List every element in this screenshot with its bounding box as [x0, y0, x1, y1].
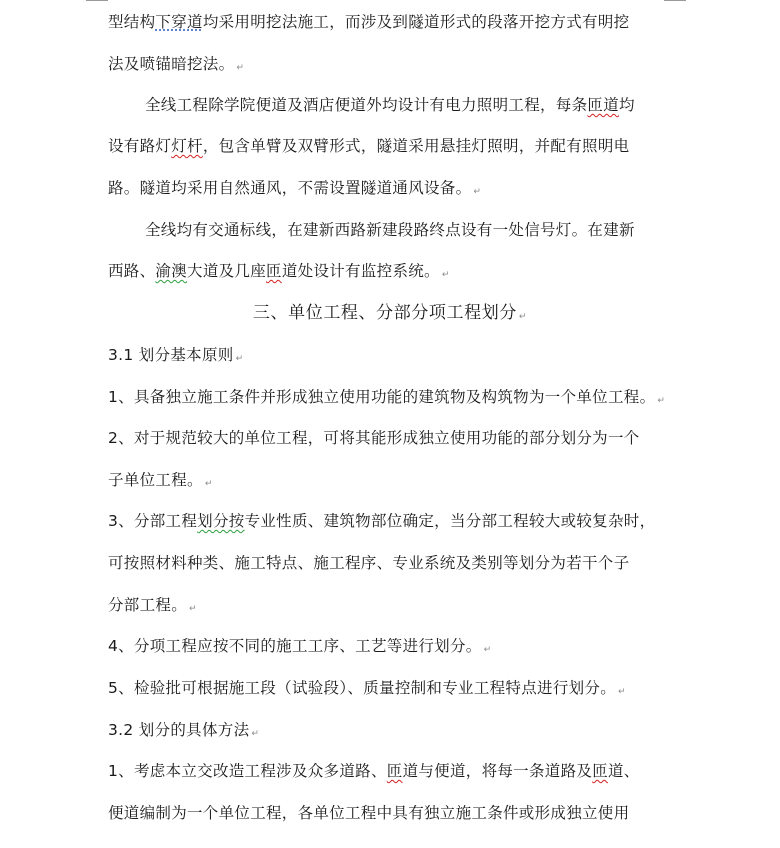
- subsection-heading: 3.1 划分基本原则 ↵: [108, 346, 244, 364]
- spellcheck-marked-text: 匝: [266, 262, 282, 280]
- margin-corner-mark-right: [664, 0, 686, 1]
- text-line: 分部工程。 ↵: [108, 596, 197, 614]
- paragraph-mark-icon: ↵: [483, 645, 492, 655]
- text-line: 5、检验批可根据施工段（试验段）、质量控制和专业工程特点进行划分。 ↵: [108, 679, 626, 697]
- paragraph-mark-icon: ↵: [657, 396, 666, 406]
- section-heading: 三、单位工程、分部分项工程划分 ↵: [252, 303, 528, 323]
- text-line: 全线工程除学院便道及酒店便道外均设计有电力照明工程，每条匝道均: [145, 96, 635, 114]
- text-line: 4、分项工程应按不同的施工工序、工艺等进行划分。 ↵: [108, 637, 492, 655]
- paragraph-mark-icon: ↵: [189, 604, 197, 614]
- paragraph-mark-icon: ↵: [473, 187, 482, 197]
- paragraph-mark-icon: ↵: [204, 479, 213, 489]
- paragraph-mark-icon: ↵: [518, 312, 528, 322]
- text-line: 全线均有交通标线，在建新西路新建段路终点设有一处信号灯。在建新: [145, 221, 635, 239]
- text-line: 子单位工程。 ↵: [108, 471, 213, 489]
- spellcheck-marked-text: 匝: [386, 762, 403, 780]
- grammar-marked-text: 划分按: [197, 512, 245, 530]
- text-line: 便道编制为一个单位工程，各单位工程中具有独立施工条件或形成独立使用: [108, 804, 630, 822]
- spellcheck-marked-text: 匝道: [587, 96, 620, 114]
- paragraph-mark-icon: ↵: [251, 729, 260, 739]
- text-line: 法及喷锚暗挖法。 ↵: [108, 55, 245, 73]
- text-line: 可按照材料种类、施工特点、施工程序、专业系统及类别等划分为若干个子: [108, 554, 630, 572]
- text-line: 1、具备独立施工条件并形成独立使用功能的建筑物及构筑物为一个单位工程。 ↵: [108, 388, 666, 406]
- margin-corner-mark-left: [86, 0, 108, 1]
- text-line: 型结构下穿道均采用明挖法施工，而涉及到隧道形式的段落开挖方式有明挖: [108, 13, 630, 31]
- text-line: 路。隧道均采用自然通风，不需设置隧道通风设备。 ↵: [108, 179, 482, 197]
- spellcheck-marked-text: 灯杆: [171, 137, 203, 155]
- text-line: 西路、渝澳大道及几座匝道处设计有监控系统。 ↵: [108, 262, 450, 280]
- text-line: 1、考虑本立交改造工程涉及众多道路、匝道与便道，将每一条道路及匝道、: [108, 762, 640, 780]
- text-line: 3、分部工程划分按专业性质、建筑物部位确定，当分部工程较大或较复杂时，: [108, 512, 656, 530]
- paragraph-mark-icon: ↵: [618, 687, 626, 697]
- text-line: 2、对于规范较大的单位工程，可将其能形成独立使用功能的部分划分为一个: [108, 429, 640, 447]
- grammar-marked-text: 下穿道: [155, 13, 203, 31]
- paragraph-mark-icon: ↵: [441, 270, 450, 280]
- spellcheck-marked-text: 匝: [592, 762, 608, 780]
- paragraph-mark-icon: ↵: [235, 354, 244, 364]
- paragraph-mark-icon: ↵: [236, 63, 245, 73]
- grammar-marked-text: 渝澳: [155, 262, 188, 280]
- text-line: 设有路灯灯杆，包含单臂及双臂形式，隧道采用悬挂灯照明，并配有照明电: [108, 137, 630, 155]
- subsection-heading: 3.2 划分的具体方法 ↵: [108, 721, 260, 739]
